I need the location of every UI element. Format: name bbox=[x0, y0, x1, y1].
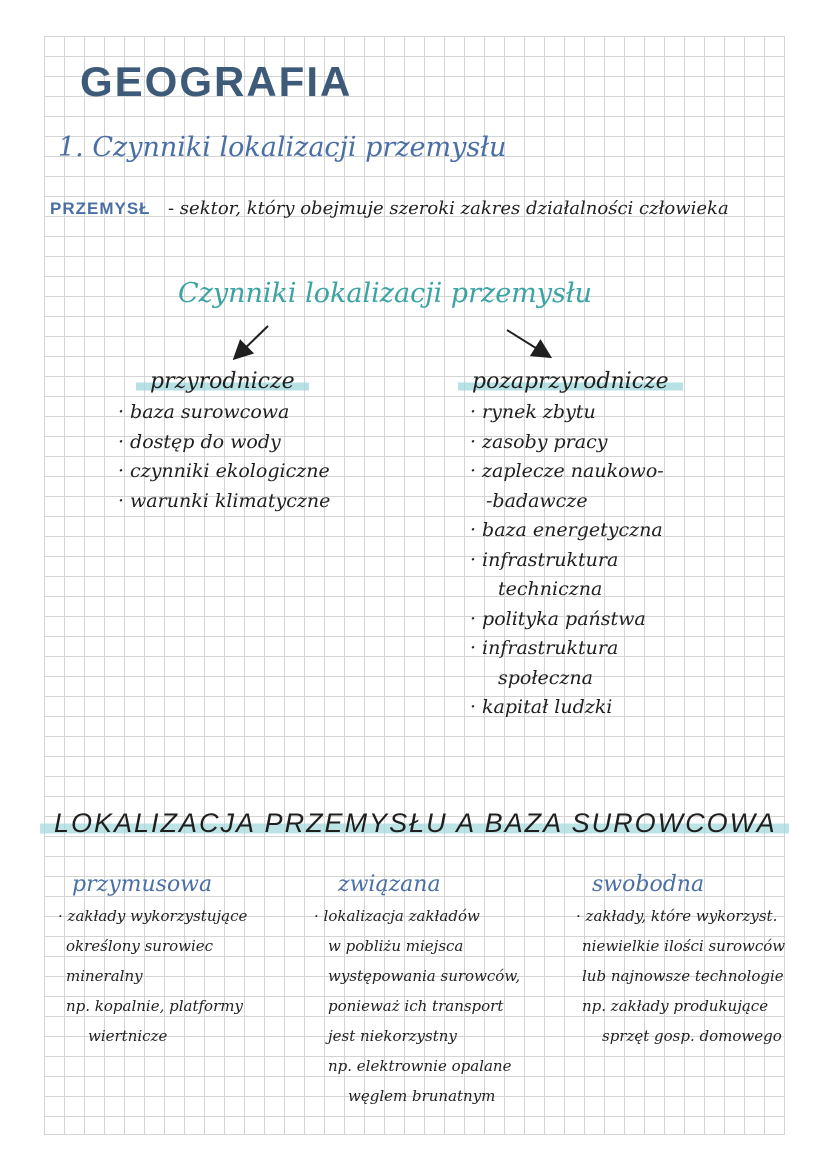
type-title: swobodna bbox=[592, 872, 705, 897]
list-item: · zasoby pracy bbox=[470, 428, 664, 458]
list-item: · baza energetyczna bbox=[470, 516, 664, 546]
list-item-continuation: -badawcze bbox=[486, 489, 588, 512]
list-item: · baza surowcowa bbox=[118, 398, 330, 428]
type-line: węglem brunatnym bbox=[348, 1087, 496, 1105]
type-line: w pobliżu miejsca bbox=[328, 937, 464, 955]
list-item: · warunki klimatyczne bbox=[118, 487, 330, 517]
category-natural-title: przyrodnicze bbox=[136, 369, 309, 394]
type-column-free bbox=[576, 872, 785, 1051]
type-title: przymusowa bbox=[72, 872, 213, 897]
type-line: wiertnicze bbox=[88, 1027, 168, 1045]
category-non-natural-title: pozaprzyrodnicze bbox=[458, 369, 683, 394]
type-line: sprzęt gosp. domowego bbox=[602, 1027, 782, 1045]
type-line: · lokalizacja zakładów bbox=[314, 907, 480, 925]
type-line: ponieważ ich transport bbox=[328, 997, 504, 1015]
type-title: związana bbox=[338, 872, 441, 897]
type-line: np. zakłady produkujące bbox=[582, 997, 769, 1015]
diagram-heading: Czynniki lokalizacji przemysłu bbox=[178, 278, 593, 309]
list-item-continuation: techniczna bbox=[498, 578, 603, 600]
list-item: · polityka państwa bbox=[470, 605, 664, 635]
list-item: · kapitał ludzki bbox=[470, 693, 664, 723]
list-item-continuation: społeczna bbox=[498, 666, 593, 689]
type-column-related bbox=[314, 872, 520, 1111]
list-item: · rynek zbytu bbox=[470, 398, 664, 428]
type-line: jest niekorzystny bbox=[328, 1027, 457, 1045]
type-line: · zakłady, które wykorzyst. bbox=[576, 907, 778, 925]
section-heading-raw-materials: LOKALIZACJA PRZEMYSŁU A BAZA SUROWCOWA bbox=[40, 808, 789, 839]
type-line: mineralny bbox=[66, 967, 143, 985]
list-item: · dostęp do wody bbox=[118, 428, 330, 458]
definition-text: - sektor, który obejmuje szeroki zakres działalności człowieka bbox=[168, 198, 729, 219]
list-item: · zaplecze naukowo- bbox=[470, 457, 664, 487]
list-item: · czynniki ekologiczne bbox=[118, 457, 330, 487]
arrow-left bbox=[237, 326, 268, 356]
type-line: niewielkie ilości surowców bbox=[582, 937, 786, 955]
type-line: · zakłady wykorzystujące bbox=[58, 907, 248, 925]
type-line: np. kopalnie, platformy bbox=[66, 997, 243, 1015]
type-line: określony surowiec bbox=[66, 937, 214, 955]
section-heading-factors: 1. Czynniki lokalizacji przemysłu bbox=[58, 132, 507, 163]
type-line: lub najnowsze technologie bbox=[582, 967, 784, 985]
non-natural-factors-list bbox=[470, 398, 664, 723]
page-title: GEOGRAFIA bbox=[80, 58, 353, 105]
list-item: · infrastruktura bbox=[470, 634, 664, 664]
natural-factors-list bbox=[118, 398, 330, 516]
type-line: np. elektrownie opalane bbox=[328, 1057, 512, 1075]
list-item: · infrastruktura bbox=[470, 546, 664, 576]
definition-term: PRZEMYSŁ bbox=[50, 199, 151, 218]
arrow-right bbox=[507, 330, 547, 355]
type-line: występowania surowców, bbox=[328, 967, 521, 985]
type-column-forced bbox=[58, 872, 247, 1051]
